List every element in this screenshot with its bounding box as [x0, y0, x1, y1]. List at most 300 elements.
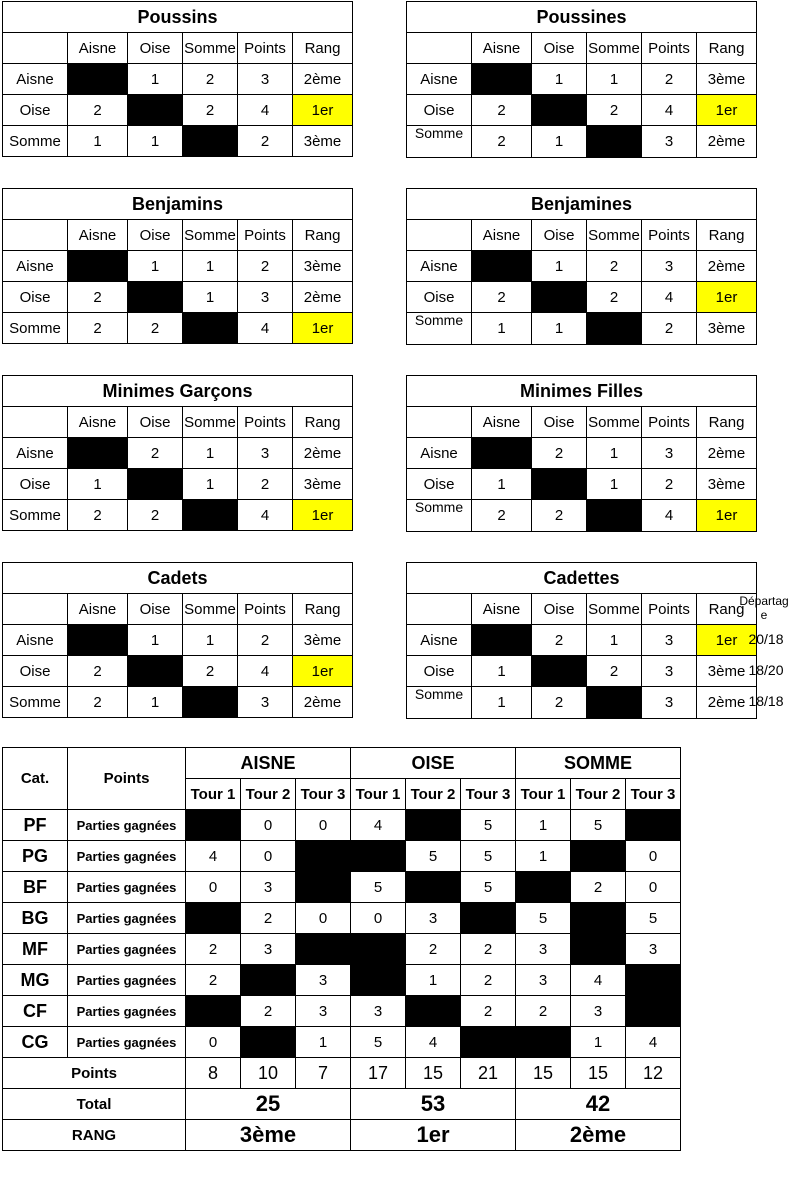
total-cell: 42	[516, 1089, 681, 1120]
tour-header: Tour 3	[626, 779, 681, 810]
row-label: Oise	[3, 95, 68, 126]
table-row	[407, 95, 757, 126]
score-cell: 2	[128, 438, 183, 469]
score-cell: 3	[351, 996, 406, 1027]
rank-cell: 1er	[697, 95, 757, 126]
column-header: Points	[642, 33, 697, 64]
score-cell: 4	[238, 95, 293, 126]
blocked-cell	[587, 313, 642, 345]
row-label: Oise	[3, 282, 68, 313]
score-cell: 4	[406, 1027, 461, 1058]
score-cell: 2	[461, 934, 516, 965]
score-cell: 1	[183, 251, 238, 282]
score-cell: 2	[238, 625, 293, 656]
score-cell: 4	[642, 95, 697, 126]
table-row	[407, 687, 757, 719]
points-cell: 10	[241, 1058, 296, 1089]
column-header: Oise	[128, 407, 183, 438]
column-header: Somme	[183, 407, 238, 438]
score-cell: 2	[587, 282, 642, 313]
score-cell: 4	[238, 656, 293, 687]
score-cell: 1	[587, 438, 642, 469]
score-cell: 1	[472, 469, 532, 500]
column-header: Somme	[183, 33, 238, 64]
score-cell: 4	[186, 841, 241, 872]
score-cell: 2	[238, 251, 293, 282]
table-row	[407, 438, 757, 469]
score-cell: 2	[472, 500, 532, 532]
score-cell: 4	[642, 282, 697, 313]
group-header: OISE	[351, 748, 516, 779]
category-table	[406, 375, 757, 532]
row-label: Parties gagnées	[68, 965, 186, 996]
score-cell: 2	[642, 469, 697, 500]
blocked-cell	[241, 965, 296, 996]
table-row	[3, 903, 681, 934]
points-row-label: Points	[3, 1058, 186, 1089]
score-cell: 2	[186, 934, 241, 965]
rank-cell: 1er	[697, 625, 757, 656]
total-cell: 25	[186, 1089, 351, 1120]
score-cell: 4	[571, 965, 626, 996]
column-header: Points	[238, 220, 293, 251]
blocked-cell	[406, 996, 461, 1027]
row-label: Parties gagnées	[68, 841, 186, 872]
row-label: Somme	[3, 687, 68, 718]
blocked-cell	[626, 996, 681, 1027]
row-label: Oise	[3, 469, 68, 500]
table-title: Minimes Garçons	[3, 376, 353, 407]
row-label: Parties gagnées	[68, 934, 186, 965]
table-row	[3, 251, 353, 282]
score-cell: 1	[587, 64, 642, 95]
blocked-cell	[351, 965, 406, 996]
rank-cell: 1er	[293, 313, 353, 344]
score-cell: 3	[626, 934, 681, 965]
score-cell: 3	[241, 934, 296, 965]
blocked-cell	[472, 251, 532, 282]
blocked-cell	[461, 903, 516, 934]
column-header	[3, 594, 68, 625]
score-cell: 2	[68, 500, 128, 531]
column-header: Points	[642, 407, 697, 438]
row-label: Aisne	[407, 438, 472, 469]
score-cell: 2	[241, 903, 296, 934]
score-cell: 2	[183, 656, 238, 687]
blocked-cell	[532, 656, 587, 687]
rang-row-label: RANG	[3, 1120, 186, 1151]
blocked-cell	[186, 810, 241, 841]
column-header: Rang	[293, 594, 353, 625]
score-cell: 1	[68, 126, 128, 157]
row-label: Somme	[407, 500, 472, 532]
points-cell: 15	[571, 1058, 626, 1089]
category-code: MG	[3, 965, 68, 996]
blocked-cell	[461, 1027, 516, 1058]
blocked-cell	[351, 841, 406, 872]
table-row	[3, 282, 353, 313]
column-header: Rang	[293, 407, 353, 438]
table-row	[3, 810, 681, 841]
table-row	[407, 313, 757, 345]
row-label: Aisne	[407, 64, 472, 95]
score-cell: 2	[587, 251, 642, 282]
blocked-cell	[183, 126, 238, 157]
row-label: Aisne	[3, 251, 68, 282]
score-cell: 1	[472, 313, 532, 345]
table-title: Minimes Filles	[407, 376, 757, 407]
column-header	[3, 407, 68, 438]
score-cell: 1	[128, 251, 183, 282]
table-row	[3, 1027, 681, 1058]
tour-header: Tour 2	[406, 779, 461, 810]
blocked-cell	[626, 965, 681, 996]
score-cell: 0	[186, 872, 241, 903]
score-cell: 5	[351, 1027, 406, 1058]
score-cell: 0	[626, 872, 681, 903]
departage-value: 20/18	[748, 631, 784, 647]
row-label: Aisne	[3, 438, 68, 469]
table-row	[3, 500, 353, 531]
rank-cell: 3ème	[293, 251, 353, 282]
column-header: Oise	[128, 220, 183, 251]
category-table	[2, 1, 353, 157]
column-header: Oise	[128, 594, 183, 625]
row-label: Parties gagnées	[68, 903, 186, 934]
blocked-cell	[128, 469, 183, 500]
score-cell: 2	[68, 95, 128, 126]
table-row	[3, 95, 353, 126]
row-label: Aisne	[3, 64, 68, 95]
score-cell: 2	[587, 95, 642, 126]
category-table	[2, 562, 353, 718]
score-cell: 2	[68, 656, 128, 687]
rank-cell: 2ème	[697, 687, 757, 719]
score-cell: 1	[128, 625, 183, 656]
score-cell: 2	[571, 872, 626, 903]
row-label: Somme	[3, 313, 68, 344]
blocked-cell	[571, 934, 626, 965]
column-header: Oise	[532, 407, 587, 438]
category-code: BF	[3, 872, 68, 903]
score-cell: 1	[183, 282, 238, 313]
column-header: Somme	[587, 33, 642, 64]
score-cell: 2	[472, 95, 532, 126]
score-cell: 3	[238, 687, 293, 718]
table-row	[407, 500, 757, 532]
column-header: Aisne	[68, 33, 128, 64]
score-cell: 1	[183, 469, 238, 500]
blocked-cell	[406, 810, 461, 841]
rank-cell: 2ème	[697, 438, 757, 469]
blocked-cell	[296, 841, 351, 872]
score-cell: 1	[587, 625, 642, 656]
category-code: MF	[3, 934, 68, 965]
blocked-cell	[296, 872, 351, 903]
score-cell: 1	[472, 656, 532, 687]
departage-header: Départage	[739, 594, 789, 622]
group-header: SOMME	[516, 748, 681, 779]
tour-header: Tour 2	[241, 779, 296, 810]
blocked-cell	[351, 934, 406, 965]
table-row	[3, 996, 681, 1027]
score-cell: 2	[461, 996, 516, 1027]
points-cell: 17	[351, 1058, 406, 1089]
score-cell: 1	[532, 313, 587, 345]
score-cell: 3	[238, 64, 293, 95]
table-row	[3, 64, 353, 95]
category-code: PG	[3, 841, 68, 872]
score-cell: 1	[532, 251, 587, 282]
points-cell: 7	[296, 1058, 351, 1089]
table-row	[3, 656, 353, 687]
blocked-cell	[183, 313, 238, 344]
score-cell: 5	[571, 810, 626, 841]
column-header: Somme	[587, 220, 642, 251]
score-cell: 1	[128, 126, 183, 157]
category-table	[2, 375, 353, 531]
rank-cell: 3ème	[293, 469, 353, 500]
score-cell: 2	[68, 282, 128, 313]
score-cell: 5	[626, 903, 681, 934]
table-row	[407, 469, 757, 500]
score-cell: 3	[238, 282, 293, 313]
tour-header: Tour 1	[186, 779, 241, 810]
score-cell: 3	[516, 934, 571, 965]
column-header: Points	[238, 594, 293, 625]
blocked-cell	[532, 95, 587, 126]
blocked-cell	[186, 903, 241, 934]
row-label: Aisne	[407, 251, 472, 282]
score-cell: 5	[461, 872, 516, 903]
category-code: PF	[3, 810, 68, 841]
category-table	[406, 1, 757, 158]
score-cell: 2	[532, 438, 587, 469]
table-row	[407, 251, 757, 282]
column-header: Aisne	[472, 407, 532, 438]
table-title: Poussines	[407, 2, 757, 33]
score-cell: 3	[516, 965, 571, 996]
score-cell: 0	[626, 841, 681, 872]
score-cell: 1	[571, 1027, 626, 1058]
row-label: Oise	[3, 656, 68, 687]
table-row	[407, 126, 757, 158]
score-cell: 4	[626, 1027, 681, 1058]
rank-cell: 3ème	[697, 469, 757, 500]
column-header: Aisne	[472, 33, 532, 64]
score-cell: 2	[532, 625, 587, 656]
rank-cell: 3ème	[697, 656, 757, 687]
column-header: Oise	[128, 33, 183, 64]
score-cell: 1	[532, 64, 587, 95]
column-header	[407, 594, 472, 625]
blocked-cell	[472, 438, 532, 469]
score-cell: 1	[128, 64, 183, 95]
points-header: Points	[68, 748, 186, 810]
score-cell: 2	[532, 500, 587, 532]
score-cell: 2	[186, 965, 241, 996]
column-header: Somme	[587, 594, 642, 625]
tour-header: Tour 3	[461, 779, 516, 810]
column-header: Rang	[697, 407, 757, 438]
column-header: Somme	[183, 220, 238, 251]
category-table	[406, 188, 757, 345]
table-row	[407, 625, 757, 656]
row-label: Somme	[3, 126, 68, 157]
score-cell: 2	[472, 282, 532, 313]
table-row	[3, 872, 681, 903]
table-row	[3, 313, 353, 344]
blocked-cell	[516, 1027, 571, 1058]
blocked-cell	[183, 500, 238, 531]
blocked-cell	[626, 810, 681, 841]
column-header	[407, 220, 472, 251]
rank-cell: 1er	[697, 282, 757, 313]
rank-cell: 2ème	[293, 687, 353, 718]
column-header: Rang	[293, 220, 353, 251]
column-header: Somme	[183, 594, 238, 625]
category-code: CG	[3, 1027, 68, 1058]
score-cell: 0	[186, 1027, 241, 1058]
score-cell: 2	[238, 126, 293, 157]
score-cell: 3	[296, 965, 351, 996]
category-code: BG	[3, 903, 68, 934]
column-header: Aisne	[68, 407, 128, 438]
column-header: Aisne	[472, 220, 532, 251]
score-cell: 5	[461, 810, 516, 841]
score-cell: 2	[472, 126, 532, 158]
score-cell: 2	[406, 934, 461, 965]
table-title: Poussins	[3, 2, 353, 33]
score-cell: 2	[183, 64, 238, 95]
rank-cell: 1er	[697, 500, 757, 532]
tour-header: Tour 3	[296, 779, 351, 810]
score-cell: 2	[587, 656, 642, 687]
rank-cell: 2ème	[293, 282, 353, 313]
score-cell: 2	[241, 996, 296, 1027]
rank-cell: 3ème	[293, 625, 353, 656]
table-row	[407, 656, 757, 687]
total-cell: 53	[351, 1089, 516, 1120]
rank-cell: 2ème	[293, 64, 353, 95]
total-row-label: Total	[3, 1089, 186, 1120]
blocked-cell	[68, 64, 128, 95]
score-cell: 1	[128, 687, 183, 718]
score-cell: 0	[296, 810, 351, 841]
blocked-cell	[532, 282, 587, 313]
table-row	[3, 687, 353, 718]
rank-cell: 1er	[293, 656, 353, 687]
row-label: Oise	[407, 282, 472, 313]
score-cell: 4	[238, 500, 293, 531]
score-cell: 2	[461, 965, 516, 996]
score-cell: 4	[351, 810, 406, 841]
table-row	[3, 841, 681, 872]
score-cell: 3	[571, 996, 626, 1027]
table-title: Benjamines	[407, 189, 757, 220]
table-row	[3, 934, 681, 965]
score-cell: 2	[642, 64, 697, 95]
points-cell: 15	[516, 1058, 571, 1089]
column-header: Oise	[532, 220, 587, 251]
row-label: Oise	[407, 469, 472, 500]
row-label: Parties gagnées	[68, 996, 186, 1027]
blocked-cell	[128, 95, 183, 126]
blocked-cell	[296, 934, 351, 965]
blocked-cell	[406, 872, 461, 903]
score-cell: 1	[516, 810, 571, 841]
column-header: Rang	[697, 220, 757, 251]
table-title: Cadettes	[407, 563, 757, 594]
score-cell: 2	[642, 313, 697, 345]
score-cell: 4	[642, 500, 697, 532]
rank-cell: 2ème	[697, 251, 757, 282]
table-title: Cadets	[3, 563, 353, 594]
score-cell: 3	[642, 438, 697, 469]
score-cell: 3	[296, 996, 351, 1027]
tour-header: Tour 1	[351, 779, 406, 810]
tour-header: Tour 1	[516, 779, 571, 810]
departage-value: 18/18	[748, 693, 784, 709]
score-cell: 2	[128, 313, 183, 344]
blocked-cell	[241, 1027, 296, 1058]
row-label: Parties gagnées	[68, 810, 186, 841]
score-cell: 2	[516, 996, 571, 1027]
column-header: Points	[238, 33, 293, 64]
score-cell: 2	[68, 687, 128, 718]
blocked-cell	[68, 251, 128, 282]
rank-cell: 1er	[293, 95, 353, 126]
points-cell: 21	[461, 1058, 516, 1089]
column-header: Rang	[697, 594, 757, 625]
blocked-cell	[183, 687, 238, 718]
row-label: Somme	[407, 313, 472, 345]
row-label: Parties gagnées	[68, 872, 186, 903]
score-cell: 0	[241, 841, 296, 872]
blocked-cell	[472, 64, 532, 95]
cat-header: Cat.	[3, 748, 68, 810]
score-cell: 5	[351, 872, 406, 903]
score-cell: 2	[68, 313, 128, 344]
table-row	[3, 126, 353, 157]
score-cell: 1	[296, 1027, 351, 1058]
row-label: Somme	[407, 687, 472, 719]
score-cell: 1	[516, 841, 571, 872]
rank-cell: 2ème	[697, 126, 757, 158]
rang-cell: 3ème	[186, 1120, 351, 1151]
column-header: Points	[642, 594, 697, 625]
score-cell: 3	[642, 251, 697, 282]
score-cell: 2	[183, 95, 238, 126]
column-header: Points	[238, 407, 293, 438]
score-cell: 2	[238, 469, 293, 500]
column-header: Aisne	[472, 594, 532, 625]
column-header: Aisne	[68, 594, 128, 625]
column-header: Points	[642, 220, 697, 251]
score-cell: 3	[238, 438, 293, 469]
group-header: AISNE	[186, 748, 351, 779]
blocked-cell	[68, 625, 128, 656]
score-cell: 2	[128, 500, 183, 531]
table-title: Benjamins	[3, 189, 353, 220]
row-label: Somme	[3, 500, 68, 531]
table-row	[407, 64, 757, 95]
column-header	[407, 407, 472, 438]
blocked-cell	[128, 282, 183, 313]
score-cell: 1	[587, 469, 642, 500]
row-label: Oise	[407, 95, 472, 126]
table-row	[3, 625, 353, 656]
